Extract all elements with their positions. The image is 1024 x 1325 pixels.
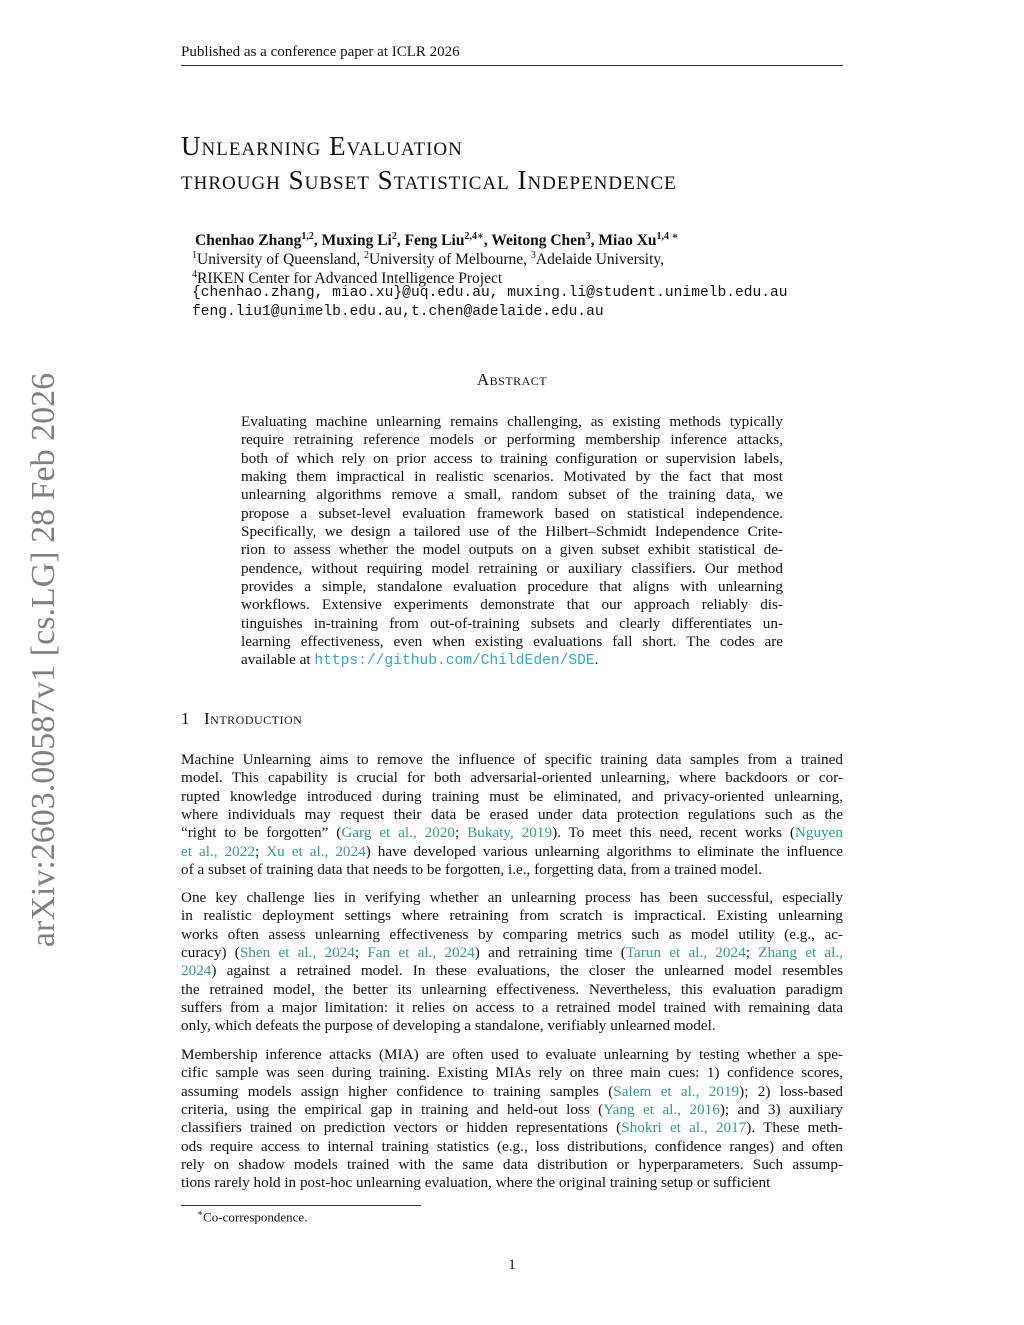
citation-link[interactable]: Shokri et al., 2017 [621, 1119, 747, 1137]
footnote-text: Co-correspondence. [203, 1209, 308, 1225]
section-title: Introduction [204, 709, 303, 728]
text-line: of a subset of training data that needs to be forgotten, i.e., forgetting data, from a trained model. [181, 861, 763, 879]
author-list: Chenhao Zhang$^{1,2}$, Muxing Li$^2$, Feng Liu$^{2,4∗}$, Weitong Chen$^3$, Miao $Xu^{1,4 ∗}$ [195, 231, 679, 250]
text-line: ods require access to internal training statistics (e.g., loss distributions, confidence ranges) and often [181, 1137, 843, 1155]
citation-link[interactable]: Zhang et al., [758, 944, 843, 962]
citation-link[interactable]: Xu et al., 2024 [266, 842, 366, 860]
intro-paragraph-3 [181, 1046, 843, 1193]
affiliation: University of Melbourne, [369, 251, 531, 269]
author-affiliation-mark: 1,2 [301, 231, 314, 242]
author-affiliation-mark: 1,4 ∗ [656, 231, 679, 242]
text-line: making them impractical in realistic scenarios. Motivated by the fact that most [241, 468, 783, 486]
text-line: learning effectiveness, even when existing evaluations fall short. The codes are [241, 633, 783, 651]
text-line: Evaluating machine unlearning remains challenging, as existing methods typically [241, 413, 783, 430]
affiliation-mark: 3 [530, 250, 536, 261]
text-line: curacy) (Shen et al., 2024; Fan et al., 2024) and retraining time (Tarun et al., 2024; Zhang et al., [181, 944, 843, 962]
text-line: Specifically, we design a tailored use of the Hilbert–Schmidt Independence Crite- [241, 523, 783, 541]
author: Muxing Li$^2$ [321, 231, 397, 250]
text-line: cific sample was seen during training. Existing MIAs rely on three main cues: 1) confidence scores, [181, 1064, 843, 1082]
paper-title-line-1: Unlearning Evaluation [181, 131, 463, 161]
affiliation-mark: 1 [192, 250, 197, 261]
text-line: Membership inference attacks (MIA) are often used to evaluate unlearning by testing whether a spe- [181, 1046, 843, 1063]
intro-paragraph-2 [181, 889, 843, 1036]
section-heading-introduction [181, 709, 302, 729]
text-line: workflows. Extensive experiments demonstrate that our approach reliably dis- [241, 596, 783, 614]
affiliation-mark: 2 [364, 250, 370, 261]
text-line: tions rarely hold in post-hoc unlearning evaluation, where the original training setup or sufficient [181, 1174, 771, 1192]
citation-link[interactable]: Shen et al., 2024 [239, 944, 355, 962]
text-line: rion to assess whether the model outputs on a given subset exhibit statistical de- [241, 541, 783, 559]
text-line: suffers from a major limitation: it relies on access to a retrained model trained with remaining data [181, 999, 843, 1017]
citation-link[interactable]: Garg et al., 2020 [341, 824, 455, 842]
section-number: 1 [181, 709, 190, 728]
text-line: criteria, using the empirical gap in training and held-out loss (Yang et al., 2016); and 3) auxiliary [181, 1101, 843, 1119]
text-line: Machine Unlearning aims to remove the influence of specific training data samples from a trained [181, 751, 843, 768]
running-header: Published as a conference paper at ICLR 2026 [181, 44, 460, 60]
page-number: 1 [508, 1257, 516, 1273]
affiliation: RIKEN Center for Advanced Intelligence Project [197, 270, 503, 288]
affiliation-mark: 4 [192, 269, 197, 280]
author: Chenhao Zhang$^{1,2}$ [195, 231, 314, 250]
author: Feng Liu$^{2,4∗}$ [404, 231, 484, 250]
affiliation: Adelaide University, [535, 251, 665, 269]
header-rule [181, 65, 843, 66]
arxiv-stamp: arXiv:2603.00587v1 [cs.LG] 28 Feb 2026 [25, 372, 62, 948]
author-affiliation-mark: 2 [391, 231, 397, 242]
email-line-1: {chenhao.zhang, miao.xu}@uq.edu.au, muxing.li@student.unimelb.edu.au [192, 285, 788, 301]
text-line: pendence, without requiring model retraining or auxiliary classifiers. Our method [241, 559, 783, 577]
footnote-mark: ∗ [197, 1208, 204, 1218]
email-line-2: feng.liu1@unimelb.edu.au,t.chen@adelaide.edu.au [192, 304, 604, 320]
text-line: both of which rely on prior access to training configuration or supervision labels, [241, 449, 783, 467]
text-line: where individuals may request their data be erased under data protection regulations such as the [181, 806, 843, 824]
abstract-body [241, 413, 783, 670]
author: Weitong Chen$^3$ [491, 231, 591, 250]
text-line: available at https://github.com/ChildEden/SDE. [241, 651, 599, 670]
citation-link[interactable]: Fan et al., 2024 [367, 944, 475, 962]
text-line: classifiers trained on prediction vectors or hidden representations (Shokri et al., 2017). These meth- [181, 1119, 843, 1137]
author: Miao $Xu^{1,4 ∗}$ [598, 231, 679, 250]
text-line: unlearning algorithms remove a small, random subset of the training data, we [241, 486, 783, 504]
citation-link[interactable]: Yang et al., 2016 [603, 1101, 720, 1119]
text-line: assuming models assign higher confidence to training samples (Salem et al., 2019); 2) loss-based [181, 1082, 843, 1100]
author-affiliation-mark: 2,4∗ [464, 231, 484, 242]
text-line: et al., 2022; Xu et al., 2024) have developed various unlearning algorithms to eliminate the influence [181, 842, 844, 860]
footnote [197, 1208, 307, 1225]
text-line: tinguishes in-training from out-of-training subsets and clearly differentiates un- [241, 614, 783, 632]
text-line: “right to be forgotten” (Garg et al., 2020; Bukaty, 2019). To meet this need, recent works (Nguyen [181, 824, 843, 842]
text-line: rely on shadow models trained with the same data distribution or hyperparameters. Such assump- [181, 1156, 843, 1174]
code-url-link[interactable]: https://github.com/ChildEden/SDE [314, 653, 595, 670]
citation-link[interactable]: Salem et al., 2019 [613, 1082, 740, 1100]
text-line: in realistic deployment settings where retraining from scratch is impractical. Existing unlearning [181, 907, 843, 925]
text-line: require retraining reference models or performing membership inference attacks, [241, 431, 783, 449]
text-line: propose a subset-level evaluation framework based on statistical independence. [241, 504, 783, 522]
abstract-heading: Abstract [476, 370, 548, 389]
text-line: works often assess unlearning effectiveness by comparing metrics such as model utility (e.g., ac- [181, 925, 843, 943]
author-affiliation-mark: 3 [585, 231, 591, 242]
text-line: rupted knowledge introduced during training must be eliminated, and privacy-oriented unlearning, [181, 787, 843, 805]
citation-link[interactable]: et al., 2022 [181, 842, 255, 860]
paper-title-line-2: through Subset Statistical Independence [181, 165, 677, 195]
citation-link[interactable]: Nguyen [794, 824, 843, 842]
citation-link[interactable]: Bukaty, 2019 [467, 824, 553, 842]
citation-link[interactable]: 2024 [181, 962, 212, 980]
citation-link[interactable]: Tarun et al., 2024 [625, 944, 746, 962]
text-line: the retrained model, the better its unlearning effectiveness. Nevertheless, this evaluation paradigm [181, 980, 843, 998]
text-line: provides a simple, standalone evaluation procedure that aligns with unlearning [241, 578, 783, 596]
text-line: only, which defeats the purpose of developing a standalone, verifiably unlearned model. [181, 1017, 716, 1035]
affiliation: University of Queensland, [197, 251, 365, 269]
text-line: model. This capability is crucial for both adversarial-oriented unlearning, where backdoors or cor- [181, 769, 843, 787]
footnote-rule [181, 1205, 421, 1206]
text-line: One key challenge lies in verifying whether an unlearning process has been successful, especially [181, 889, 843, 906]
intro-paragraph-1 [181, 751, 843, 879]
text-line: 2024) against a retrained model. In these evaluations, the closer the unlearned model resembles [181, 962, 843, 980]
